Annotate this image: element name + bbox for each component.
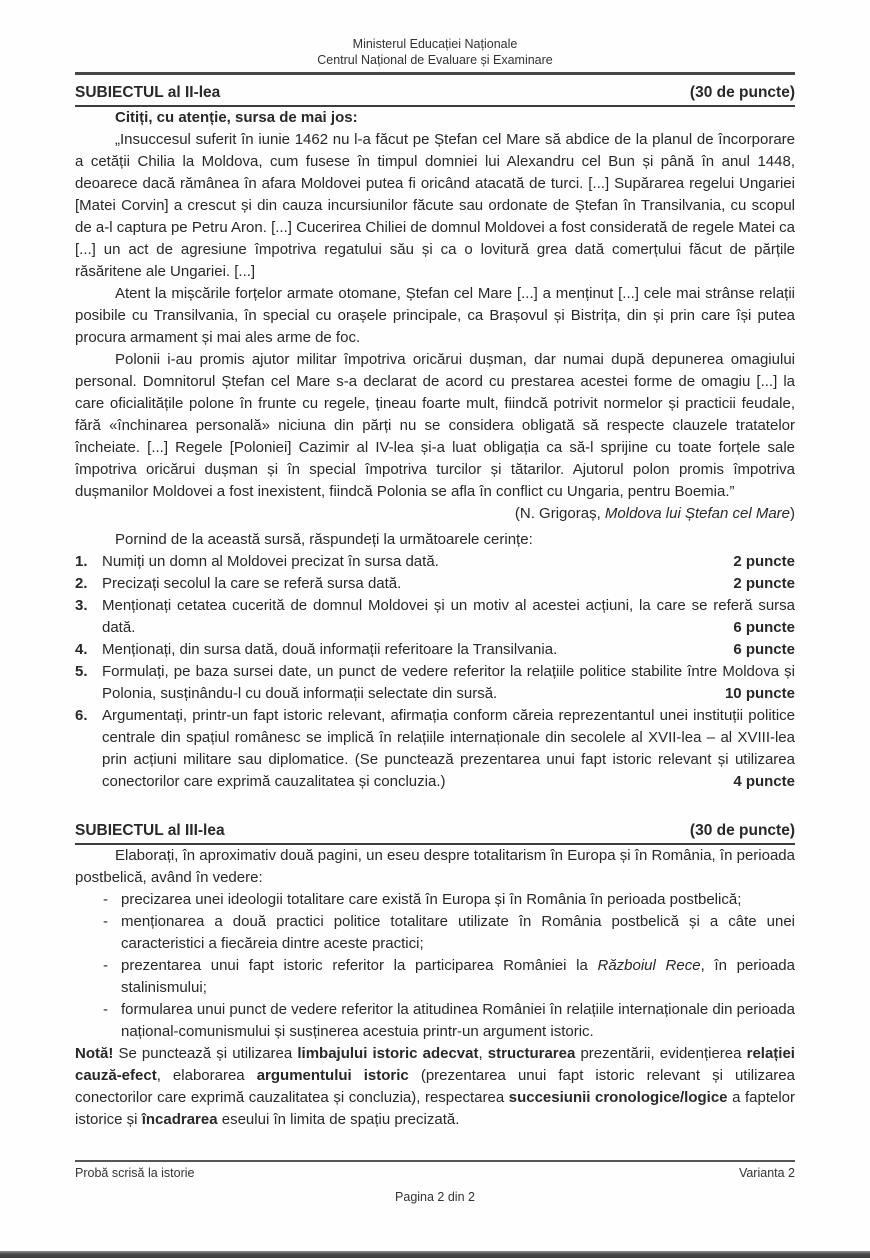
subject2-title: SUBIECTUL al II-lea — [75, 84, 221, 101]
page-number: Pagina 2 din 2 — [395, 1190, 475, 1204]
ministry-name: Ministerul Educației Naționale — [352, 37, 518, 51]
subject2-heading — [75, 82, 795, 107]
requirement-item — [75, 705, 795, 793]
requirement-number: 2. — [75, 575, 88, 592]
quote-paragraph-1: „Insuccesul suferit în iunie 1462 nu l-a făcut pe Ștefan cel Mare să abdice de la planul de încorporare a cetății Chilia la Moldova, cum fusese în timpul domniei lui Alexandru cel Bun și până în anul 1448, deoarece dacă rămânea în afara Moldovei putea fi oricând atacată de turci. [...] Supărarea regelui Ungariei [Matei Corvin] a crescut și din cauza incursiunilor făcute sau ordonate de Ștefan în Transilvania, cu scopul de a-l captura pe Petru Aron. [...] Cucerirea Chiliei de domnul Moldovei a fost considerată de regele Matei ca [...] un act de agresiune împotriva regatului său și ca o lovitură grea dată comerțului făcut de părțile răsăritene ale Ungariei. [...] — [75, 131, 795, 280]
evaluation-center-name: Centrul Național de Evaluare și Examinare — [317, 53, 553, 67]
subject3-points: (30 de puncte) — [689, 822, 795, 839]
requirement-text — [102, 595, 795, 639]
guideline-text: prezentarea unui fapt istoric referitor la participarea României la Războiul Rece, în perioada stalinismului; — [121, 957, 795, 996]
guideline-text: formularea unui punct de vedere referitor la atitudinea României în relațiile internaționale din perioada național-comunismului și susținerea acestuia printr-un argument istoric. — [121, 1001, 795, 1040]
source-attribution: (N. Grigoraș, Moldova lui Ștefan cel Mare) — [514, 505, 795, 522]
guideline-item — [103, 955, 795, 999]
requirement-item — [75, 573, 795, 595]
requirement-text — [102, 573, 795, 595]
quote-paragraph-3-text: Polonii i-au promis ajutor militar împotriva oricărui dușman, dar numai după depunerea omagiului personal. Domnitorul Ștefan cel Mare s-a declarat de acord cu prestarea acestei forme de omagiu [...] la care oficialitățile polone în frunte cu regele, țineau foarte mult, fiindcă potrivit normelor și practicii feudale, fără «închinarea personală» niciuna din părți nu se considera obligată să respecte clauzele tratatelor încheiate. [...] Regele [Poloniei] Cazimir al IV-lea și-a luat obligația ca să-l sprijine cu toate forțele sale împotriva oricărui dușman și în special împotriva turcilor și tătarilor. Ajutorul polon promis împotriva dușmanilor Moldovei a fost inexistent, fiindcă Polonia se afla în conflict cu Ungaria, pentru Boemia.” — [75, 351, 795, 500]
page-content — [75, 36, 795, 1131]
requirement-text — [102, 551, 795, 573]
requirement-text — [102, 661, 795, 705]
subject2-section — [75, 82, 795, 793]
requirement-item — [75, 661, 795, 705]
source-intro: Citiți, cu atenție, sursa de mai jos: — [115, 109, 358, 126]
requirement-item — [75, 639, 795, 661]
requirement-item — [75, 551, 795, 573]
footer-row — [75, 1165, 795, 1181]
requirements-prompt: Pornind de la această sursă, răspundeți la următoarele cerințe: — [115, 531, 533, 548]
requirement-text-body: Argumentați, printr-un fapt istoric relevant, afirmația conform căreia reprezentantul unei instituții politice centrale din spațiul românesc se implică în relațiile internaționale din secolele al XVII-lea – al XVIII-lea prin acțiuni militare sau diplomatice. (Se punctează prezentarea unui fapt istoric relevant și utilizarea conectorilor care exprimă cauzalitatea și concluzia.) — [102, 707, 795, 790]
dash-bullet: - — [103, 957, 108, 974]
essay-guidelines-list — [75, 889, 795, 1043]
requirement-text-body: Menționați, din sursa dată, două informații referitoare la Transilvania. — [102, 641, 558, 658]
dash-bullet: - — [103, 1001, 108, 1018]
page-footer — [75, 1160, 795, 1205]
requirement-points: 4 puncte — [733, 773, 795, 790]
requirement-item — [75, 595, 795, 639]
requirement-text-body: Formulați, pe baza sursei date, un punct de vedere referitor la relațiile politice stabilite între Moldova și Polonia, susținându-l cu două informații selectate din sursă. — [102, 663, 795, 702]
requirement-number: 1. — [75, 553, 88, 570]
guideline-text: precizarea unei ideologii totalitare care există în Europa și în România în perioada postbelică; — [121, 891, 742, 908]
exam-note: Notă! Se punctează și utilizarea limbajului istoric adecvat, structurarea prezentării, evidențierea relației cauză-efect, elaborarea argumentului istoric (prezentarea unui fapt istoric relevant și utilizarea conectorilor care exprimă cauzalitatea și concluzia), respectarea succesiunii cronologice/logice a faptelor istorice și încadrarea eseului în limita de spațiu precizată. — [75, 1045, 795, 1128]
dash-bullet: - — [103, 913, 108, 930]
bottom-bar — [0, 1251, 870, 1258]
footer-variant: Varianta 2 — [738, 1166, 795, 1180]
requirement-number: 6. — [75, 707, 88, 724]
requirement-text-body: Menționați cetatea cucerită de domnul Moldovei și un motiv al acestei acțiuni, la care se referă sursa dată. — [102, 597, 795, 636]
requirement-points: 2 puncte — [733, 575, 795, 592]
requirement-points: 6 puncte — [733, 641, 795, 658]
requirement-text-body: Precizați secolul la care se referă sursa dată. — [102, 575, 402, 592]
requirement-text-body: Numiți un domn al Moldovei precizat în sursa dată. — [102, 553, 439, 570]
guideline-item — [103, 911, 795, 955]
footer-exam-name: Probă scrisă la istorie — [75, 1166, 195, 1180]
essay-intro: Elaborați, în aproximativ două pagini, un eseu despre totalitarism în Europa și în România, în perioada postbelică, având în vedere: — [75, 847, 795, 886]
source-quote — [75, 129, 795, 525]
requirement-number: 4. — [75, 641, 88, 658]
subject3-section — [75, 820, 795, 1131]
subject2-points: (30 de puncte) — [689, 84, 795, 101]
requirement-points: 10 puncte — [724, 685, 795, 702]
subject3-heading — [75, 820, 795, 845]
subject3-title: SUBIECTUL al III-lea — [75, 822, 225, 839]
requirement-points: 6 puncte — [733, 619, 795, 636]
dash-bullet: - — [103, 891, 108, 908]
footer-rule — [75, 1160, 795, 1162]
guideline-text: menționarea a două practici politice totalitare utilizate în România postbelică și a câte unei caracteristici a fiecăreia dintre aceste practici; — [121, 913, 795, 952]
guideline-item — [103, 999, 795, 1043]
quote-paragraph-2: Atent la mișcările forțelor armate otomane, Ștefan cel Mare [...] a menținut [...] cele mai strânse relații posibile cu Transilvania, în special cu orașele principale, ca Brașovul și Bistrița, din și prin care își putea procura armament și mai ales arme de foc. — [75, 285, 795, 346]
doc-header — [75, 36, 795, 75]
requirement-number: 3. — [75, 597, 88, 614]
guideline-item — [103, 889, 795, 911]
requirement-number: 5. — [75, 663, 88, 680]
requirements-list — [75, 551, 795, 793]
requirement-text — [102, 639, 795, 661]
quote-paragraph-3 — [75, 349, 795, 525]
requirement-points: 2 puncte — [733, 553, 795, 570]
header-rule — [75, 72, 795, 75]
requirement-text — [102, 705, 795, 793]
